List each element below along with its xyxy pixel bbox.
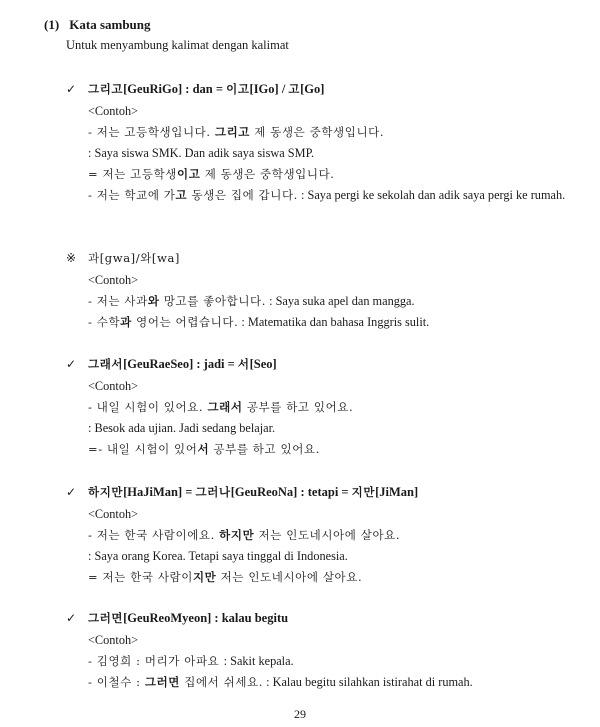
reference-mark-icon: ※ — [66, 251, 77, 265]
check-icon: ✓ — [66, 357, 77, 371]
title-korean: 하지만 — [88, 485, 124, 499]
section-geurigo — [66, 80, 574, 206]
section-heading — [44, 17, 151, 33]
title-text: [Seo] — [249, 357, 277, 371]
title-text: [GeuReoMyeon] : kalau begitu — [123, 611, 289, 625]
contoh-label: <Contoh> — [88, 273, 139, 287]
contoh-label: <Contoh> — [88, 633, 139, 647]
check-icon: ✓ — [66, 82, 77, 96]
example-line: - 내일 시험이 있어요. 그래서 공부를 하고 있어요. — [88, 400, 354, 414]
example-line: - 이철수 : 그러면 집에서 쉬세요. : Kalau begitu silahkan istirahat di rumah. — [88, 675, 473, 689]
contoh-label: <Contoh> — [88, 507, 139, 521]
title-korean: 그래서 — [88, 357, 124, 371]
example-line: = 저는 한국 사람이지만 저는 인도네시아에 살아요. — [88, 570, 363, 584]
contoh-label: <Contoh> — [88, 379, 139, 393]
section-geuraeseo — [66, 355, 353, 460]
heading-title: Kata sambung — [69, 17, 151, 32]
title-korean: 지만 — [351, 485, 376, 499]
section-geureomyeon — [66, 609, 473, 693]
entry-title — [66, 609, 473, 627]
title-korean: 그러나 — [195, 485, 231, 499]
entry-title — [66, 355, 353, 373]
translation-line: : Saya siswa SMK. Dan adik saya siswa SMP. — [88, 146, 315, 160]
translation-line: : Saya orang Korea. Tetapi saya tinggal di Indonesia. — [88, 549, 348, 563]
title-text: [GeuReoNa] : tetapi = — [230, 485, 352, 499]
title-text: [HaJiMan] = — [123, 485, 196, 499]
entry-title — [66, 249, 429, 267]
title-text: [GeuRaeSeo] : jadi = — [123, 357, 238, 371]
contoh-label: <Contoh> — [88, 104, 139, 118]
section-hajiman — [66, 483, 418, 588]
example-line: - 김영희 : 머리가 아파요 : Sakit kepala. — [88, 654, 294, 668]
example-line: - 저는 사과와 망고를 좋아합니다. : Saya suka apel dan mangga. — [88, 294, 415, 308]
example-line: - 수학과 영어는 어렵습니다. : Matematika dan bahasa Inggris sulit. — [88, 315, 430, 329]
heading-number: (1) — [44, 17, 60, 32]
check-icon: ✓ — [66, 485, 77, 499]
example-line: - 저는 학교에 가고 동생은 집에 갑니다. : Saya pergi ke sekolah dan adik saya pergi ke rumah. — [88, 188, 566, 202]
page-number: 29 — [294, 707, 306, 721]
section-gwa-wa — [66, 249, 429, 333]
title-text: [GeuRiGo] : dan = — [123, 82, 227, 96]
title-korean: 그러면 — [88, 611, 124, 625]
entry-title — [66, 483, 418, 501]
title-korean: 그리고 — [88, 82, 124, 96]
section-subtitle: Untuk menyambung kalimat dengan kalimat — [66, 38, 289, 52]
translation-line: : Besok ada ujian. Jadi sedang belajar. — [88, 421, 276, 435]
title-korean: 고 — [288, 82, 301, 96]
example-line: = 저는 고등학생이고 제 동생은 중학생입니다. — [88, 167, 335, 181]
example-line: - 저는 고등학생입니다. 그리고 제 동생은 중학생입니다. — [88, 125, 385, 139]
title-text: [JiMan] — [375, 485, 419, 499]
check-icon: ✓ — [66, 611, 77, 625]
title-text: 과[gwa]/와[wa] — [88, 251, 180, 265]
example-line: =- 내일 시험이 있어서 공부를 하고 있어요. — [88, 442, 320, 456]
title-korean: 이고 — [226, 82, 250, 96]
title-korean: 서 — [237, 357, 250, 371]
example-line: - 저는 한국 사람이에요. 하지만 저는 인도네시아에 살아요. — [88, 528, 401, 542]
entry-title — [66, 80, 574, 98]
title-text: [Go] — [300, 82, 325, 96]
title-text: [IGo] / — [249, 82, 289, 96]
